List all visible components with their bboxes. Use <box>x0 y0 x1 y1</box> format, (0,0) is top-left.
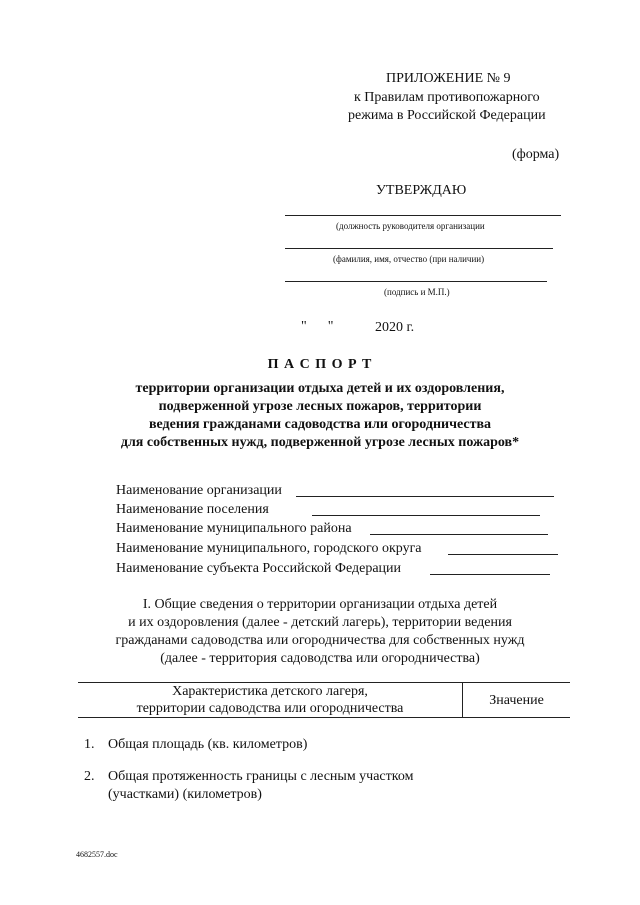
passport-subtitle-2: подверженной угрозе лесных пожаров, территории <box>158 399 482 414</box>
table-header-characteristic-line-2: территории садоводства или огородничества <box>136 701 404 716</box>
item-2-number: 2. <box>84 769 95 784</box>
passport-subtitle-4: для собственных нужд, подверженной угрозе лесных пожаров* <box>120 435 520 450</box>
signature-caption: (подпись и М.П.) <box>384 287 450 297</box>
footer-doc-name: 4682557.doc <box>76 850 118 859</box>
signature-line <box>285 281 547 282</box>
date-year: 2020 г. <box>375 320 415 335</box>
passport-subtitle-1: территории организации отдыха детей и их оздоровления, <box>135 381 505 396</box>
table-header-characteristic-line-1: Характеристика детского лагеря, <box>172 684 368 699</box>
item-2-text-line-1: Общая протяженность границы с лесным участком <box>108 769 414 784</box>
field-municipal-okrug-label: Наименование муниципального, городского округа <box>116 541 422 556</box>
table-header-row <box>78 683 570 718</box>
table-header-value: Значение <box>463 683 571 718</box>
appendix-line-1: к Правилам противопожарного <box>354 90 540 105</box>
item-2-text-line-2: (участками) (километров) <box>108 787 262 802</box>
field-organization-line <box>296 496 554 497</box>
name-line <box>285 248 553 249</box>
position-caption: (должность руководителя организации <box>336 221 485 231</box>
field-municipal-okrug-line <box>448 554 558 555</box>
date-quotes: " " <box>301 319 334 334</box>
passport-subtitle-3: ведения гражданами садоводства или огородничества <box>148 417 492 432</box>
name-caption: (фамилия, имя, отчество (при наличии) <box>333 254 485 264</box>
field-organization-label: Наименование организации <box>116 483 282 498</box>
item-1-number: 1. <box>84 737 95 752</box>
characteristics-table <box>78 682 570 718</box>
field-settlement-line <box>312 515 540 516</box>
section1-line-3: гражданами садоводства или огородничества для собственных нужд <box>115 633 525 648</box>
section1-line-4: (далее - территория садоводства или огородничества) <box>160 651 480 666</box>
field-district-label: Наименование муниципального района <box>116 521 352 536</box>
field-subject-label: Наименование субъекта Российской Федерации <box>116 561 402 576</box>
section1-line-1: I. Общие сведения о территории организации отдыха детей <box>142 597 498 612</box>
field-settlement-label: Наименование поселения <box>116 502 269 517</box>
field-district-line <box>370 534 548 535</box>
table-header-characteristic <box>78 683 463 718</box>
appendix-number: ПРИЛОЖЕНИЕ № 9 <box>386 71 511 86</box>
passport-title: П А С П О Р Т <box>267 357 373 372</box>
section1-line-2: и их оздоровления (далее - детский лагерь), территории ведения <box>128 615 512 630</box>
item-1-text: Общая площадь (кв. километров) <box>108 737 308 752</box>
field-subject-line <box>430 574 550 575</box>
appendix-line-2: режима в Российской Федерации <box>348 108 546 123</box>
form-label: (форма) <box>512 147 560 162</box>
position-line <box>285 215 561 216</box>
approve-title: УТВЕРЖДАЮ <box>376 183 467 198</box>
